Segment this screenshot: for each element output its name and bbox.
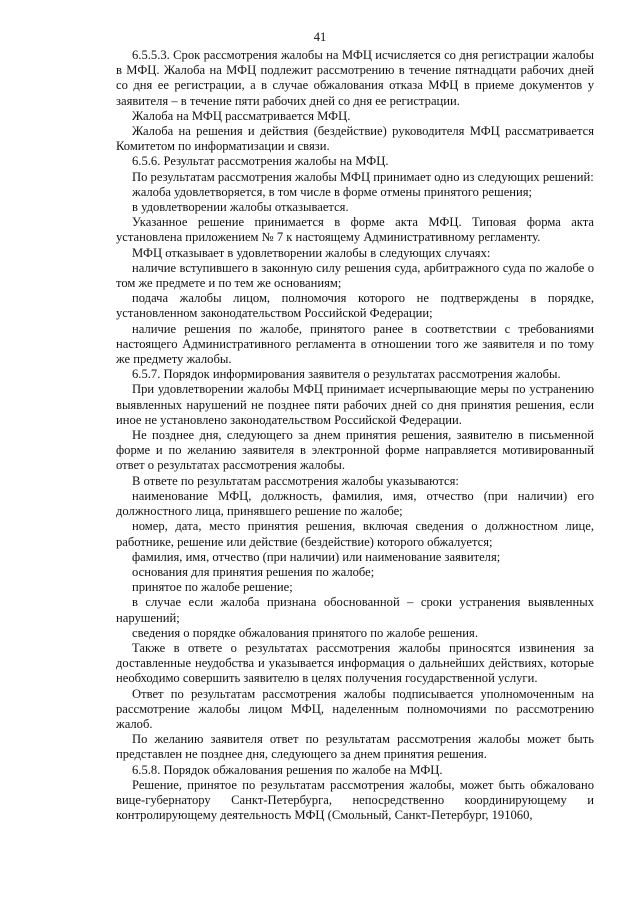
paragraph-option-satisfied: жалоба удовлетворяется, в том числе в форме отмены принятого решения; xyxy=(132,184,533,199)
paragraph-content-decision: принятое по жалобе решение; xyxy=(132,580,293,595)
paragraph-case-court: наличие вступившего в законную силу решения суда, арбитражного суда по жалобе о том же предмете и по тем же основаниям; xyxy=(116,260,594,291)
paragraph-content-deadlines: в случае если жалоба признана обоснованной – сроки устранения выявленных нарушений; xyxy=(116,595,594,625)
paragraph-content-grounds: основания для принятия решения по жалобе; xyxy=(132,564,375,579)
paragraph-content-official: наименование МФЦ, должность, фамилия, имя, отчество (при наличии) его должностного лица, принявшего решение по жалобе; xyxy=(116,488,594,519)
paragraph-apology: Также в ответе о результатах рассмотрения жалобы приносятся извинения за доставленные неудобства и указывается информация о дальнейших действиях, которые необходимо совершить заявителю в целях получения государственной услуги. xyxy=(116,640,594,686)
paragraph-6-5-7-heading: 6.5.7. Порядок информирования заявителя о результатах рассмотрения жалобы. xyxy=(132,367,561,382)
paragraph-refusal-cases: МФЦ отказывает в удовлетворении жалобы в следующих случаях: xyxy=(132,245,491,260)
paragraph-head-complaint: Жалоба на решения и действия (бездействие) руководителя МФЦ рассматривается Комитетом по информатизации и связи. xyxy=(116,124,594,154)
paragraph-6-5-5-3: 6.5.5.3. Срок рассмотрения жалобы на МФЦ исчисляется со дня регистрации жалобы в МФЦ. Жалоба на МФЦ подлежит рассмотрению в течение пятнадцати рабочих дней со дня ее регистрации, а в случае обжалования отказа МФЦ в приеме документов у заявителя – в течение пяти рабочих дней со дня ее регистрации. xyxy=(116,48,594,108)
page-number: 41 xyxy=(313,30,327,44)
paragraph-signature: Ответ по результатам рассмотрения жалобы подписывается уполномоченным на рассмотрение жалобы лицом МФЦ, наделенным полномочиями по рассмотрению жалоб. xyxy=(116,686,594,731)
paragraph-electronic-answer: По желанию заявителя ответ по результатам рассмотрения жалобы может быть представлен не позднее дня, следующего за днем принятия решения. xyxy=(116,732,594,762)
paragraph-answer-deadline: Не позднее дня, следующего за днем принятия решения, заявителю в письменной форме и по желанию заявителя в электронной форме направляется мотивированный ответ о результатах рассмотрения жалобы. xyxy=(116,428,594,473)
paragraph-case-previous: наличие решения по жалобе, принятого ранее в соответствии с требованиями настоящего Административного регламента в отношении того же заявителя и по тому же предмету жалобы. xyxy=(116,321,594,367)
paragraph-decision-options: По результатам рассмотрения жалобы МФЦ принимает одно из следующих решений: xyxy=(132,169,594,184)
paragraph-appeal-decision: Решение, принятое по результатам рассмотрения жалобы, может быть обжаловано вице-губернатору Санкт-Петербурга, непосредственно координирующему и контролирующему деятельность МФЦ (Смольный, Санкт-Петербург, 191060, xyxy=(116,777,594,823)
paragraph-option-refused: в удовлетворении жалобы отказывается. xyxy=(132,200,349,215)
paragraph-6-5-6-heading: 6.5.6. Результат рассмотрения жалобы на МФЦ. xyxy=(132,154,389,169)
paragraph-6-5-8-heading: 6.5.8. Порядок обжалования решения по жалобе на МФЦ. xyxy=(132,762,443,777)
document-body xyxy=(116,48,594,823)
paragraph-case-authority: подача жалобы лицом, полномочия которого не подтверждены в порядке, установленном законодательством Российской Федерации; xyxy=(116,291,594,321)
paragraph-mfc-reviews: Жалоба на МФЦ рассматривается МФЦ. xyxy=(132,108,351,123)
paragraph-remedy: При удовлетворении жалобы МФЦ принимает исчерпывающие меры по устранению выявленных нарушений не позднее пяти рабочих дней со дня принятия решения, если иное не установлено законодательством Российской Федерации. xyxy=(116,382,594,427)
paragraph-content-decision-details: номер, дата, место принятия решения, включая сведения о должностном лице, работнике, решение или действие (бездействие) которого обжалуется; xyxy=(116,519,594,549)
paragraph-content-applicant: фамилия, имя, отчество (при наличии) или наименование заявителя; xyxy=(132,549,501,564)
paragraph-content-appeal-info: сведения о порядке обжалования принятого по жалобе решения. xyxy=(132,625,478,640)
paragraph-answer-contents: В ответе по результатам рассмотрения жалобы указываются: xyxy=(132,473,459,488)
paragraph-act-form: Указанное решение принимается в форме акта МФЦ. Типовая форма акта установлена приложением № 7 к настоящему Административному регламенту. xyxy=(116,215,594,245)
